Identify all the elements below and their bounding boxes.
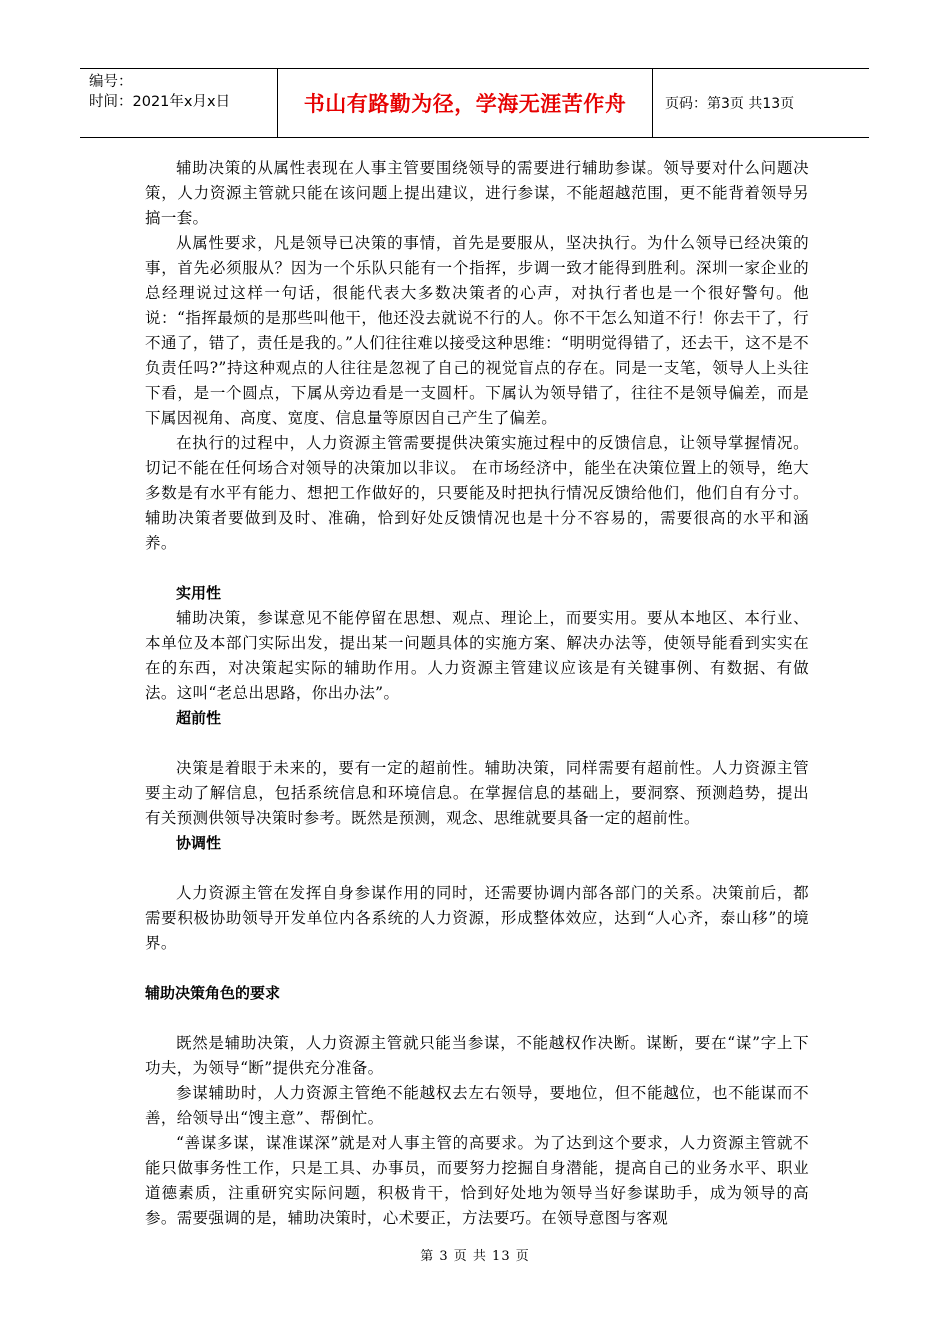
section-heading-forward: 超前性 [176,709,222,727]
paragraph: 参谋辅助时，人力资源主管绝不能越权去左右领导，要地位，但不能越位，也不能谋而不善，给领导出“馊主意”、帮倒忙。 [145,1084,809,1127]
paragraph: 辅助决策的从属性表现在人事主管要围绕领导的需要进行辅助参谋。领导要对什么问题决策，人力资源主管就只能在该问题上提出建议，进行参谋，不能超越范围，更不能背着领导另搞一套。 [145,159,809,227]
page-header [80,68,869,138]
paragraph: 在执行的过程中，人力资源主管需要提供决策实施过程中的反馈信息，让领导掌握情况。切记不能在任何场合对领导的决策加以非议。 在市场经济中，能坐在决策位置上的领导，绝大多数是有水平有能力、想把工作做好的，只要能及时把执行情况反馈给他们，他们自有分寸。辅助决策者要做到及时、准确，恰到好处反馈情况也是十分不容易的，需要很高的水平和涵养。 [145,434,809,552]
paragraph: 决策是着眼于未来的，要有一定的超前性。辅助决策，同样需要有超前性。人力资源主管要主动了解信息，包括系统信息和环境信息。在掌握信息的基础上，要洞察、预测趋势，提出有关预测供领导决策时参考。既然是预测，观念、思维就要具备一定的超前性。 [145,759,809,827]
header-meta [80,69,278,137]
paragraph: 辅助决策，参谋意见不能停留在思想、观点、理论上，而要实用。要从本地区、本行业、本单位及本部门实际出发，提出某一问题具体的实施方案、解决办法等，使领导能看到实实在在的东西，对决策起实际的辅助作用。人力资源主管建议应该是有关键事例、有数据、有做法。这叫“老总出思路，你出办法”。 [145,609,809,702]
paragraph: 人力资源主管在发挥自身参谋作用的同时，还需要协调内部各部门的关系。决策前后，都需要积极协助领导开发单位内各系统的人力资源，形成整体效应，达到“人心齐，泰山移”的境界。 [145,884,809,952]
section-heading-coordination: 协调性 [176,834,222,852]
paragraph: 从属性要求，凡是领导已决策的事情，首先是要服从，坚决执行。为什么领导已经决策的事，首先必须服从？因为一个乐队只能有一个指挥，步调一致才能得到胜利。深圳一家企业的总经理说过这样一句话，很能代表大多数决策者的心声，对执行者也是一个很好警句。他说：“指挥最烦的是那些叫他干，他还没去就说不行的人。你不干怎么知道不行！你去干了，行不通了，错了，责任是我的。”人们往往难以接受这种思维：“明明觉得错了，还去干，这不是不负责任吗?”持这种观点的人往往是忽视了自己的视觉盲点的存在。同是一支笔，领导人上头往下看，是一个圆点，下属从旁边看是一支圆杆。下属认为领导错了，往往不是领导偏差，而是下属因视角、高度、宽度、信息量等原因自己产生了偏差。 [145,234,809,427]
paragraph: “善谋多谋，谋准谋深”就是对人事主管的高要求。为了达到这个要求，人力资源主管就不能只做事务性工作，只是工具、办事员，而要努力挖掘自身潜能，提高自己的业务水平、职业道德素质，注重研究实际问题，积极肯干，恰到好处地为领导当好参谋助手，成为领导的高参。需要强调的是，辅助决策时，心术要正，方法要巧。在领导意图与客观 [145,1134,809,1227]
document-body [145,156,809,1231]
section-heading-practical: 实用性 [176,584,222,602]
doc-number-label: 编号： [89,74,133,90]
section-heading-role: 辅助决策角色的要求 [145,984,281,1002]
header-motto: 书山有路勤为径，学海无涯苦作舟 [278,69,653,137]
header-page-info: 页码：第3页 共13页 [665,96,795,112]
paragraph: 既然是辅助决策，人力资源主管就只能当参谋，不能越权作决断。谋断，要在“谋”字上下功夫，为领导“断”提供充分准备。 [145,1034,809,1077]
page-footer: 第 3 页 共 13 页 [420,1249,530,1264]
doc-date-label: 时间：2021年x月x日 [89,94,231,110]
